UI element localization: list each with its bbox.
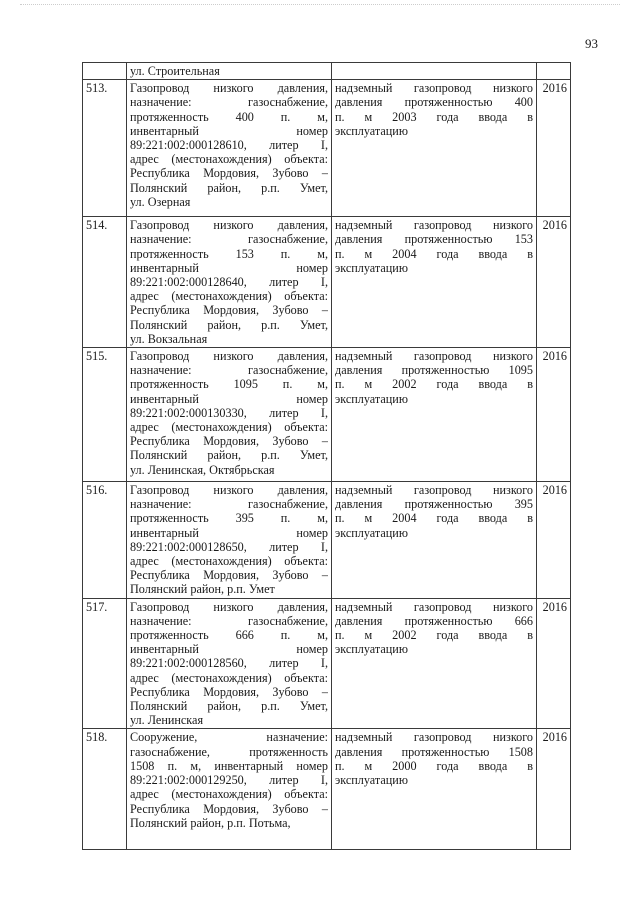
description-line: 89:221:002:000129250, литер I, (130, 773, 328, 788)
characteristics-line: давления протяженностью 400 (335, 95, 533, 110)
property-register-table (82, 62, 571, 850)
characteristics-line: эксплуатацию (335, 260, 408, 275)
description-line: инвентарный номер (130, 391, 328, 406)
table-row (83, 729, 571, 850)
description-line: Полянский район, р.п. Умет, (130, 699, 328, 714)
continuation-text: ул. Строительная (127, 63, 332, 80)
characteristics-line: эксплуатацию (335, 773, 408, 788)
description-line: ул. Озерная (130, 194, 191, 209)
characteristics-line: эксплуатацию (335, 391, 408, 406)
description-line: назначение: газоснабжение, (130, 497, 328, 512)
description-line: протяженность 1095 п. м, (130, 377, 328, 392)
description-line: Полянский район, р.п. Умет, (130, 180, 328, 195)
record-year: 2016 (537, 729, 571, 850)
description-line: Республика Мордовия, Зубово – (130, 684, 328, 699)
description-line: Полянский район, р.п. Потьма, (130, 815, 291, 830)
characteristics-line: п. м 2004 года ввода в (335, 246, 533, 261)
description-line: 89:221:002:000130330, литер I, (130, 405, 328, 420)
characteristics-line: п. м 2000 года ввода в (335, 758, 533, 773)
description-line: протяженность 400 п. м, (130, 109, 328, 124)
description-line: адрес (местонахождения) объекта: (130, 420, 328, 435)
characteristics-line: п. м 2004 года ввода в (335, 511, 533, 526)
record-year: 2016 (537, 348, 571, 482)
description-line: Полянский район, р.п. Умет, (130, 317, 328, 332)
description-line: Полянский район, р.п. Умет, (130, 448, 328, 463)
table-row (83, 348, 571, 482)
description-line: 89:221:002:000128640, литер I, (130, 275, 328, 290)
record-year: 2016 (537, 80, 571, 217)
characteristics-line: надземный газопровод низкого (335, 349, 533, 364)
description-line: инвентарный номер (130, 260, 328, 275)
description-line: газоснабжение, протяженность (130, 744, 328, 759)
table-row (83, 598, 571, 729)
description-line: Полянский район, р.п. Умет (130, 582, 275, 597)
characteristics-line: надземный газопровод низкого (335, 730, 533, 745)
record-number: 515. (83, 348, 127, 482)
object-description (127, 348, 332, 482)
object-characteristics (332, 80, 537, 217)
characteristics-line: давления протяженностью 666 (335, 613, 533, 628)
description-line: адрес (местонахождения) объекта: (130, 289, 328, 304)
continuation-num-cell (83, 63, 127, 80)
description-line: Сооружение, назначение: (130, 730, 328, 745)
description-line: Республика Мордовия, Зубово – (130, 434, 328, 449)
description-line: 89:221:002:000128560, литер I, (130, 656, 328, 671)
description-line: адрес (местонахождения) объекта: (130, 787, 328, 802)
object-description (127, 598, 332, 729)
scan-artifact-top (20, 4, 620, 9)
table-row (83, 80, 571, 217)
description-line: назначение: газоснабжение, (130, 613, 328, 628)
description-line: 89:221:002:000128610, литер I, (130, 138, 328, 153)
description-line: инвентарный номер (130, 525, 328, 540)
record-number: 517. (83, 598, 127, 729)
characteristics-line: эксплуатацию (335, 123, 408, 138)
characteristics-line: п. м 2003 года ввода в (335, 109, 533, 124)
description-line: Республика Мордовия, Зубово – (130, 801, 328, 816)
object-characteristics (332, 217, 537, 348)
object-description (127, 80, 332, 217)
continuation-row (83, 63, 571, 80)
description-line: ул. Ленинская (130, 713, 204, 728)
object-description (127, 729, 332, 850)
continuation-char-cell (332, 63, 537, 80)
characteristics-line: эксплуатацию (335, 525, 408, 540)
record-number: 518. (83, 729, 127, 850)
description-line: Газопровод низкого давления, (130, 599, 328, 614)
characteristics-line: эксплуатацию (335, 642, 408, 657)
description-line: назначение: газоснабжение, (130, 95, 328, 110)
page-number: 93 (585, 36, 598, 51)
description-line: назначение: газоснабжение, (130, 232, 328, 247)
table-row (83, 482, 571, 599)
description-line: назначение: газоснабжение, (130, 363, 328, 378)
object-characteristics (332, 348, 537, 482)
description-line: Газопровод низкого давления, (130, 81, 328, 96)
description-line: протяженность 153 п. м, (130, 246, 328, 261)
description-line: ул. Вокзальная (130, 331, 208, 346)
characteristics-line: давления протяженностью 1508 (335, 744, 533, 759)
record-year: 2016 (537, 217, 571, 348)
description-line: Газопровод низкого давления, (130, 483, 328, 498)
record-number: 514. (83, 217, 127, 348)
object-characteristics (332, 729, 537, 850)
characteristics-line: п. м 2002 года ввода в (335, 377, 533, 392)
continuation-year-cell (537, 63, 571, 80)
table-row (83, 217, 571, 348)
register-body (83, 63, 571, 850)
description-line: Республика Мордовия, Зубово – (130, 568, 328, 583)
characteristics-line: надземный газопровод низкого (335, 599, 533, 614)
characteristics-line: надземный газопровод низкого (335, 218, 533, 233)
record-year: 2016 (537, 482, 571, 599)
description-line: инвентарный номер (130, 642, 328, 657)
object-characteristics (332, 482, 537, 599)
description-line: инвентарный номер (130, 123, 328, 138)
object-characteristics (332, 598, 537, 729)
description-line: адрес (местонахождения) объекта: (130, 670, 328, 685)
characteristics-line: давления протяженностью 395 (335, 497, 533, 512)
description-line: адрес (местонахождения) объекта: (130, 152, 328, 167)
description-line: протяженность 666 п. м, (130, 628, 328, 643)
description-line: 89:221:002:000128650, литер I, (130, 539, 328, 554)
characteristics-line: давления протяженностью 153 (335, 232, 533, 247)
description-line: Республика Мордовия, Зубово – (130, 303, 328, 318)
characteristics-line: п. м 2002 года ввода в (335, 628, 533, 643)
characteristics-line: давления протяженностью 1095 (335, 363, 533, 378)
description-line: протяженность 395 п. м, (130, 511, 328, 526)
object-description (127, 217, 332, 348)
description-line: Республика Мордовия, Зубово – (130, 166, 328, 181)
description-line: ул. Ленинская, Октябрьская (130, 462, 275, 477)
description-line: Газопровод низкого давления, (130, 349, 328, 364)
record-number: 516. (83, 482, 127, 599)
record-number: 513. (83, 80, 127, 217)
description-line: Газопровод низкого давления, (130, 218, 328, 233)
description-line: адрес (местонахождения) объекта: (130, 554, 328, 569)
record-year: 2016 (537, 598, 571, 729)
object-description (127, 482, 332, 599)
characteristics-line: надземный газопровод низкого (335, 81, 533, 96)
characteristics-line: надземный газопровод низкого (335, 483, 533, 498)
description-line: 1508 п. м, инвентарный номер (130, 758, 328, 773)
